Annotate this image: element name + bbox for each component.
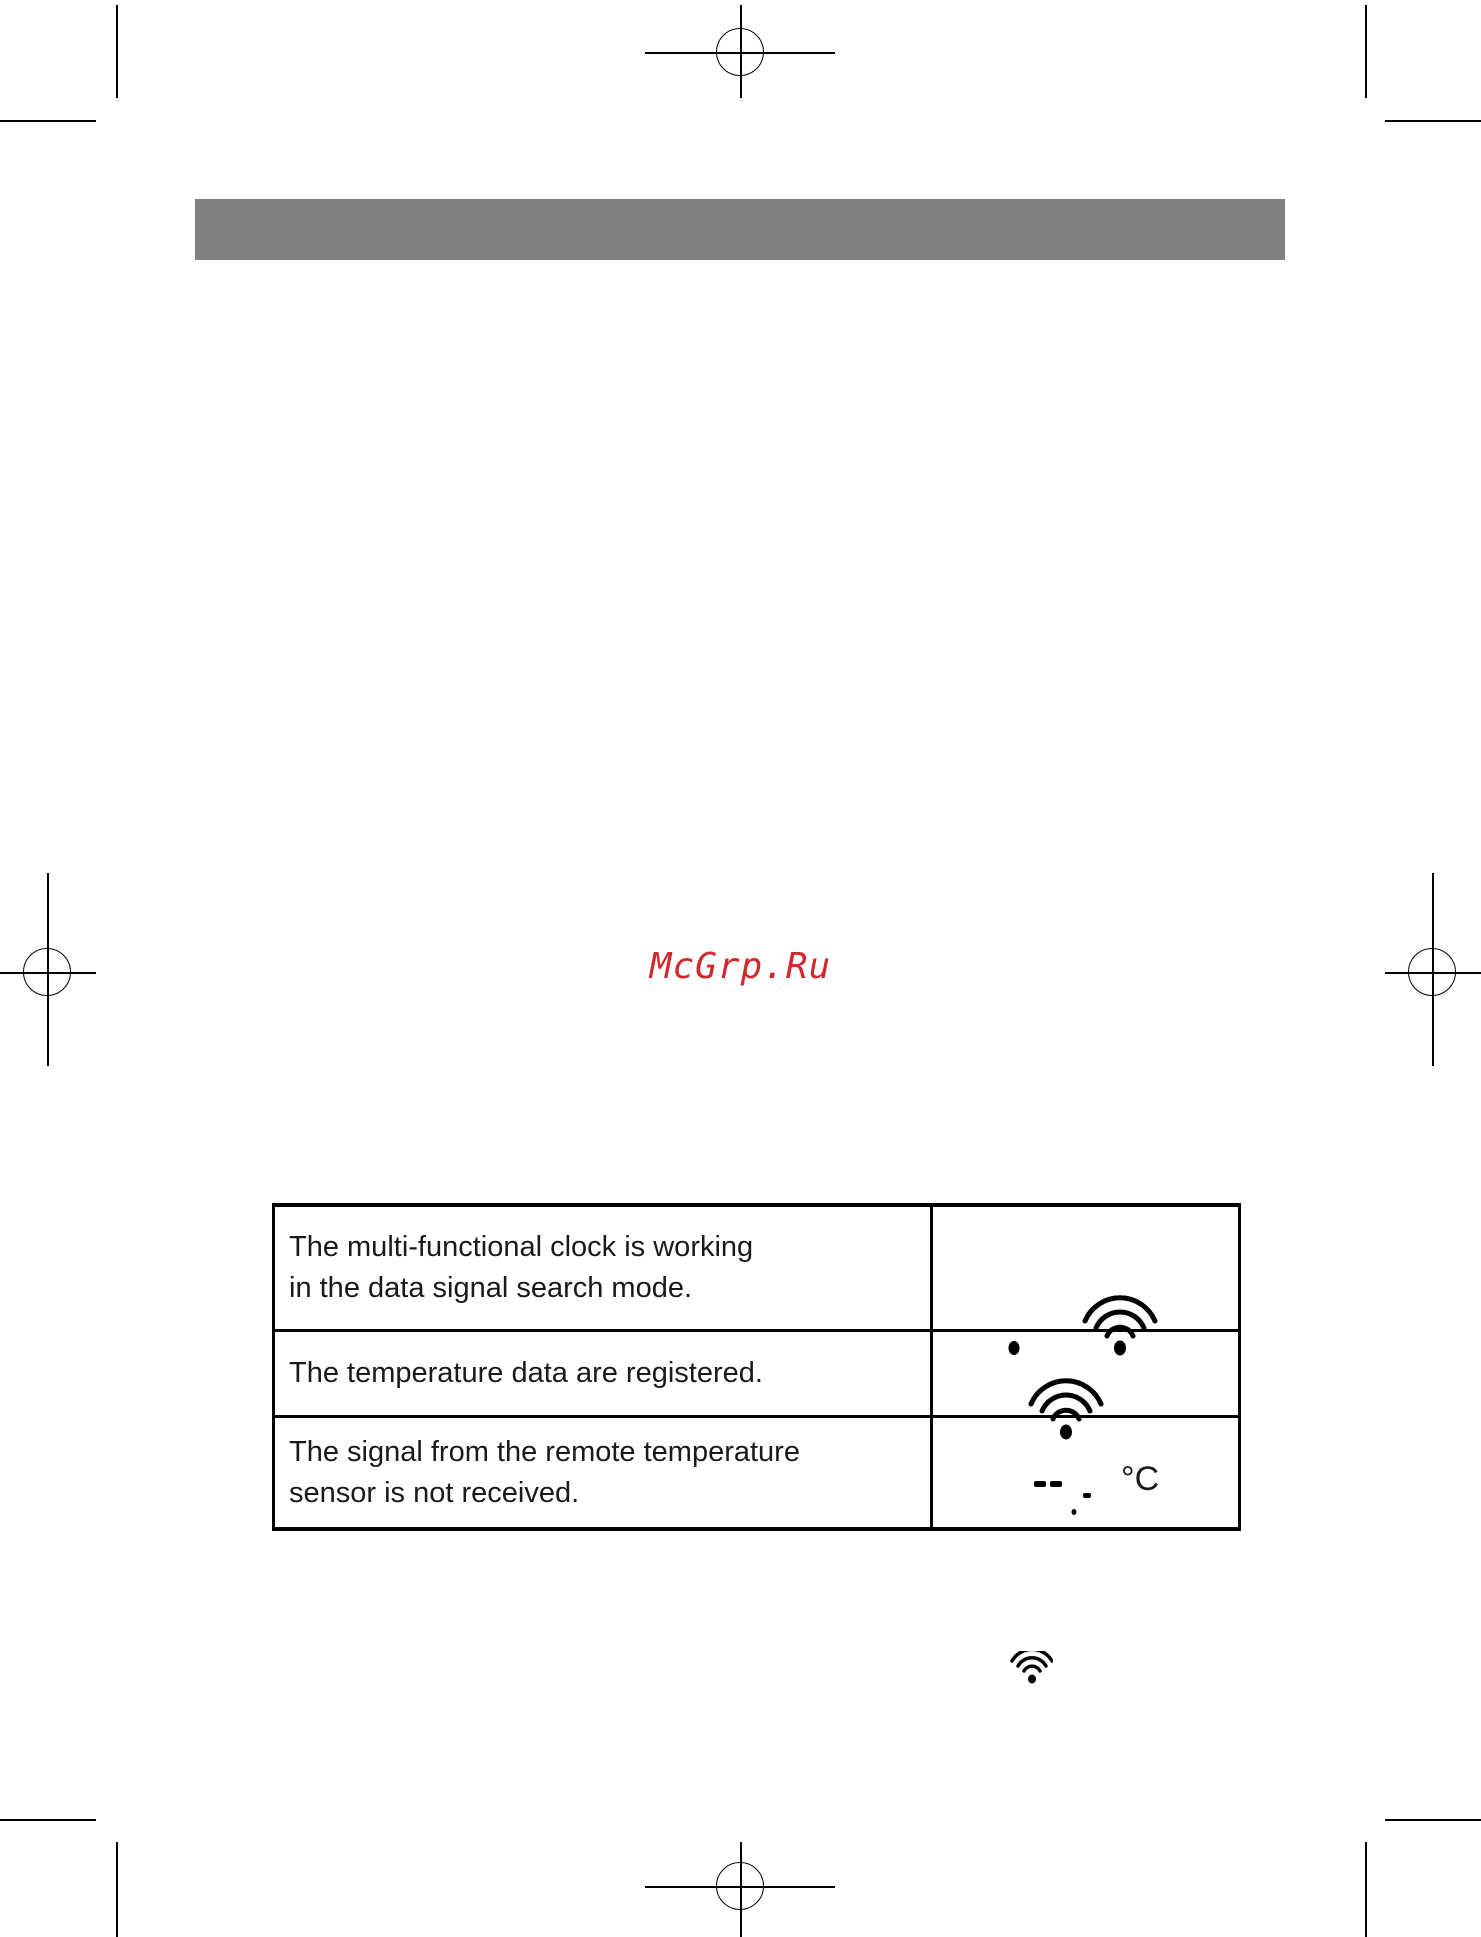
signal-received-icon (932, 1331, 1240, 1417)
table-row (274, 1331, 1240, 1417)
row-description (274, 1205, 932, 1331)
celsius-unit: °C (1121, 1460, 1160, 1498)
crop-mark (1385, 120, 1481, 122)
registration-circle (716, 28, 764, 76)
crop-mark (0, 1819, 96, 1821)
description-line: The multi-functional clock is working (289, 1231, 754, 1263)
table-row (274, 1417, 1240, 1530)
signal-search-icon (932, 1205, 1240, 1331)
no-signal-display (932, 1417, 1240, 1530)
description-line: The temperature data are registered. (289, 1357, 763, 1389)
crop-mark (1385, 1819, 1481, 1821)
crop-mark (116, 1842, 118, 1937)
registration-circle (716, 1862, 764, 1910)
description-line: The signal from the remote temperature (289, 1435, 800, 1468)
description-line: sensor is not received. (289, 1476, 580, 1509)
signal-icon-small (1009, 1651, 1053, 1687)
section-header-bar (195, 199, 1285, 260)
crop-mark (116, 5, 118, 98)
table-row (274, 1205, 1240, 1331)
row-description (274, 1417, 932, 1530)
row-description (274, 1331, 932, 1417)
crop-mark (0, 120, 96, 122)
dash-segments-icon (933, 1418, 1238, 1527)
crop-mark (1365, 5, 1367, 98)
description-line: in the data signal search mode. (289, 1272, 693, 1304)
watermark: McGrp.Ru (649, 946, 832, 987)
crop-mark (1365, 1842, 1367, 1937)
status-table (272, 1203, 1241, 1531)
